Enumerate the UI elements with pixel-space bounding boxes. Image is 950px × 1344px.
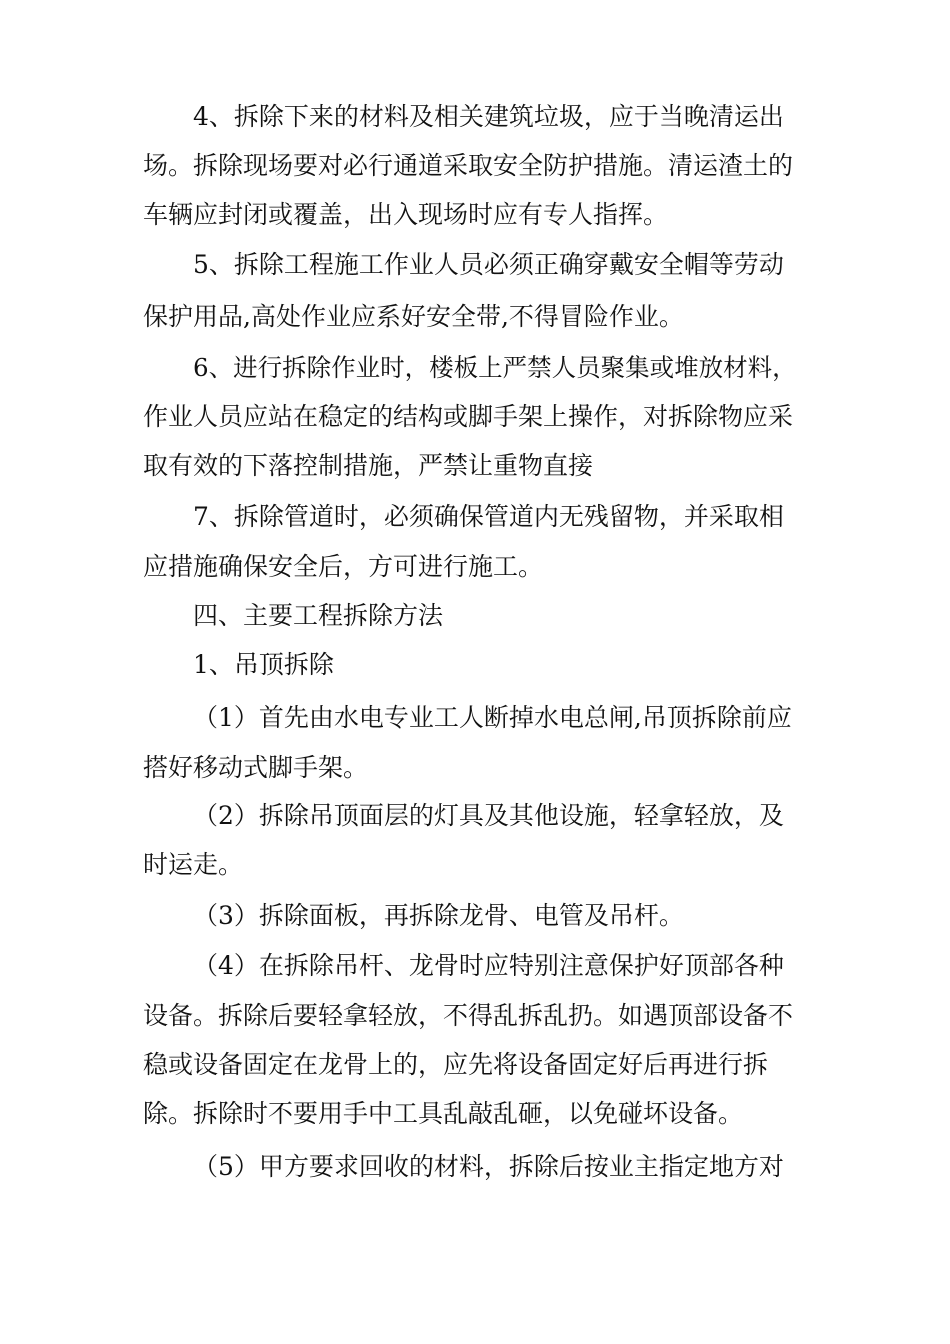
text-line: 应措施确保安全后，方可进行施工。 [143,552,544,581]
text-line: 6、进行拆除作业时，楼板上严禁人员聚集或堆放材料， [193,353,797,382]
text-line: 7、拆除管道时，必须确保管道内无残留物，并采取相 [193,502,784,531]
text-line: 场。拆除现场要对必行通道采取安全防护措施。清运渣土的 [143,151,794,180]
text-line: 5、拆除工程施工作业人员必须正确穿戴安全帽等劳动 [193,250,784,279]
text-line: 作业人员应站在稳定的结构或脚手架上操作，对拆除物应采 [143,402,794,431]
text-line: 车辆应封闭或覆盖，出入现场时应有专人指挥。 [143,200,669,229]
section-heading: 四、主要工程拆除方法 [193,601,444,630]
text-line: （3）拆除面板，再拆除龙骨、电管及吊杆。 [193,901,684,930]
text-line: （5）甲方要求回收的材料，拆除后按业主指定地方对 [193,1152,784,1181]
subsection-heading: 1、吊顶拆除 [193,650,334,679]
text-line: （1）首先由水电专业工人断掉水电总闸,吊顶拆除前应 [193,703,792,732]
text-line: 搭好移动式脚手架。 [143,753,369,782]
text-line: 除。拆除时不要用手中工具乱敲乱砸，以免碰坏设备。 [143,1099,744,1128]
text-line: 取有效的下落控制措施，严禁让重物直接 [143,451,594,480]
text-line: （4）在拆除吊杆、龙骨时应特别注意保护好顶部各种 [193,951,784,980]
text-line: 时运走。 [143,850,244,879]
text-line: 保护用品,高处作业应系好安全带,不得冒险作业。 [143,302,684,331]
text-line: （2）拆除吊顶面层的灯具及其他设施，轻拿轻放，及 [193,801,784,830]
text-line: 稳或设备固定在龙骨上的，应先将设备固定好后再进行拆 [143,1050,769,1079]
text-line: 设备。拆除后要轻拿轻放，不得乱拆乱扔。如遇顶部设备不 [143,1001,794,1030]
text-line: 4、拆除下来的材料及相关建筑垃圾，应于当晚清运出 [193,102,784,131]
